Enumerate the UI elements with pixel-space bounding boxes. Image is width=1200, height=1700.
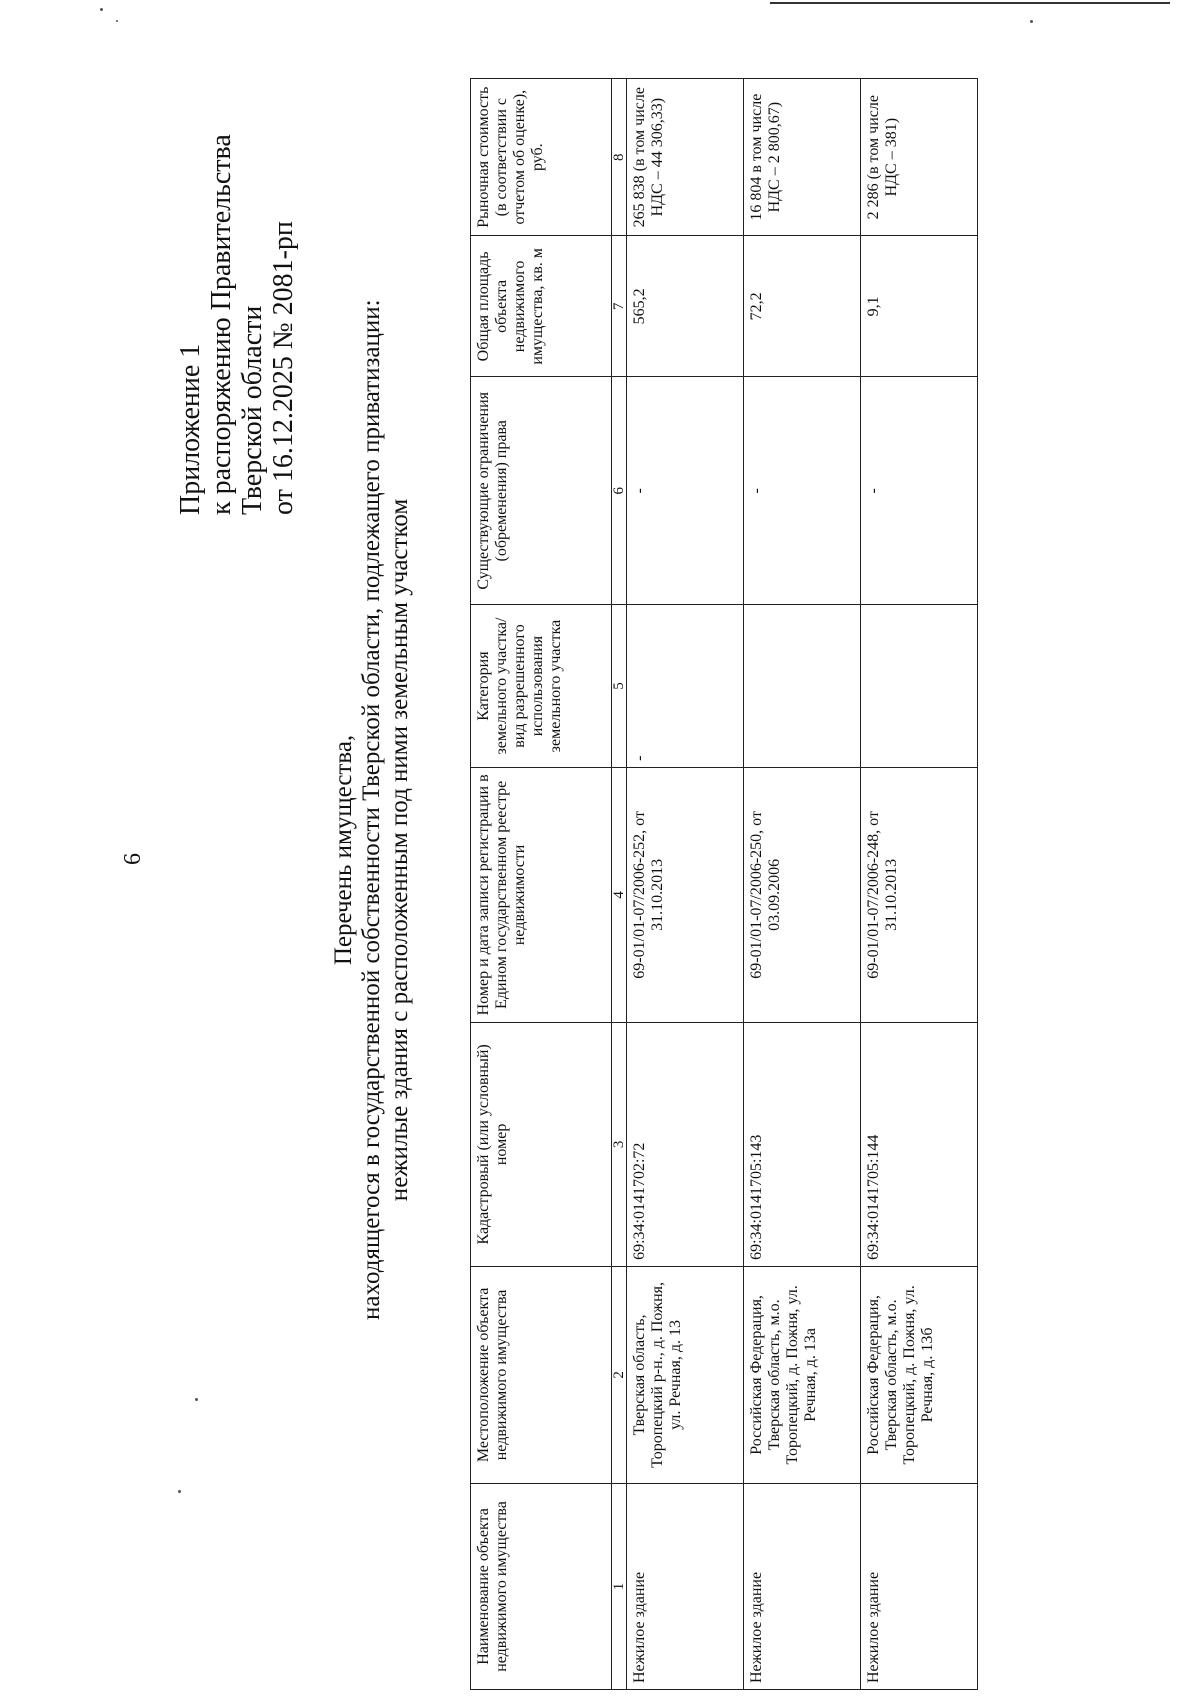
location-cell: Российская Федерация, Тверская область, м.о. Торопецкий, д. Пожня, ул. Речная, д. 13а: [744, 1266, 861, 1483]
header-cell: Кадастровый (или условный) номер: [471, 1022, 612, 1266]
column-number: 4: [612, 767, 627, 1022]
page-number: 6: [120, 853, 146, 865]
column-number: 8: [612, 79, 627, 236]
header-cell: Существующие ограничения (обременения) права: [471, 377, 612, 605]
restrictions-cell: -: [627, 377, 744, 605]
header-cell: Категория земельного участка/вид разрешенного использования земельного участка: [471, 605, 612, 768]
column-number: 7: [612, 236, 627, 377]
object-name-cell: Нежилое здание: [744, 1483, 861, 1689]
registration-cell: 69-01/01-07/2006-248, от 31.10.2013: [861, 767, 978, 1022]
cadastral-cell: 69:34:0141705:144: [861, 1022, 978, 1266]
appendix-line: Тверской области: [237, 305, 268, 515]
value-cell: 16 804 в том числе НДС – 2 800,67): [744, 79, 861, 236]
column-number-row: [612, 79, 627, 1690]
area-cell: 565,2: [627, 236, 744, 377]
object-name-cell: Нежилое здание: [861, 1483, 978, 1689]
area-cell: 72,2: [744, 236, 861, 377]
value-cell: 2 286 (в том числе НДС – 381): [861, 79, 978, 236]
restrictions-cell: -: [744, 377, 861, 605]
document-title: [330, 299, 414, 1320]
area-cell: 9,1: [861, 236, 978, 377]
table-row: [627, 79, 744, 1690]
land-category-cell: -: [627, 605, 744, 768]
land-category-cell: [861, 605, 978, 768]
registration-cell: 69-01/01-07/2006-250, от 03.09.2006: [744, 767, 861, 1022]
header-cell: Наименование объекта недвижимого имущества: [471, 1483, 612, 1689]
header-row: [471, 79, 612, 1690]
column-number: 5: [612, 605, 627, 768]
registration-cell: 69-01/01-07/2006-252, от 31.10.2013: [627, 767, 744, 1022]
property-table: [470, 78, 978, 1690]
object-name-cell: Нежилое здание: [627, 1483, 744, 1689]
appendix-header: [175, 134, 299, 515]
title-line: нежилые здания с расположенным под ними земельным участком: [386, 498, 413, 1202]
restrictions-cell: -: [861, 377, 978, 605]
value-cell: 265 838 (в том числе НДС – 44 306,33): [627, 79, 744, 236]
header-cell: Общая площадь объекта недвижимого имущества, кв. м: [471, 236, 612, 377]
table-row: [744, 79, 861, 1690]
title-line: находящегося в государственной собственности Тверской области, подлежащего приватизации:: [358, 299, 385, 1320]
table-row: [861, 79, 978, 1690]
header-cell: Рыночная стоимость (в соответствии с отчетом об оценке), руб.: [471, 79, 612, 236]
cadastral-cell: 69:34:0141705:143: [744, 1022, 861, 1266]
column-number: 3: [612, 1022, 627, 1266]
location-cell: Российская Федерация, Тверская область, м.о. Торопецкий, д. Пожня, ул. Речная, д. 13б: [861, 1266, 978, 1483]
column-number: 2: [612, 1266, 627, 1483]
cadastral-cell: 69:34:0141702:72: [627, 1022, 744, 1266]
appendix-line: к распоряжению Правительства: [206, 134, 237, 515]
appendix-line: от 16.12.2025 № 2081-рп: [268, 221, 299, 515]
location-cell: Тверская область, Торопецкий р-н., д. Пожня, ул. Речная, д. 13: [627, 1266, 744, 1483]
appendix-line: Приложение 1: [175, 343, 206, 515]
column-number: 1: [612, 1483, 627, 1689]
column-number: 6: [612, 377, 627, 605]
title-line: Перечень имущества,: [330, 734, 357, 966]
land-category-cell: [744, 605, 861, 768]
header-cell: Номер и дата записи регистрации в Едином государственном реестре недвижимости: [471, 767, 612, 1022]
header-cell: Местоположение объекта недвижимого имущества: [471, 1266, 612, 1483]
